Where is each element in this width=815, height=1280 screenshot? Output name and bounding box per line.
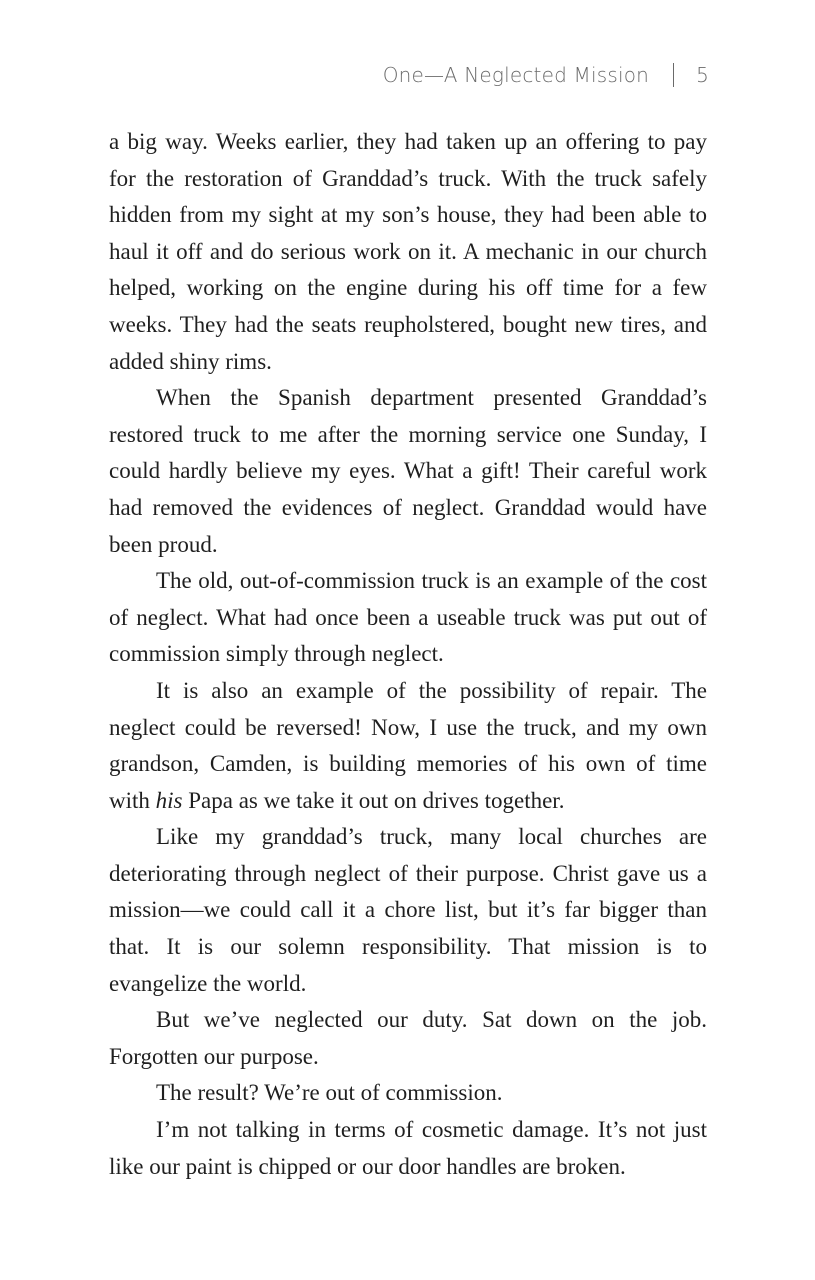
paragraph xyxy=(109,1075,707,1112)
text-segment: But we’ve neglected our duty. Sat down on the job. Forgotten our purpose. xyxy=(109,1007,707,1069)
paragraph xyxy=(109,124,707,380)
text-segment: The result? We’re out of commission. xyxy=(156,1080,503,1106)
body-text xyxy=(109,124,707,1185)
header-divider xyxy=(673,63,674,87)
text-segment: Papa as we take it out on drives together. xyxy=(182,787,565,813)
text-segment: It is also an example of the possibility of repair. The neglect could be reversed! Now, I use the truck, and my own grandson, Camden, is building memories of his own of time with xyxy=(109,677,707,813)
chapter-title: One—A Neglected Mission xyxy=(382,63,650,87)
running-header xyxy=(383,60,709,90)
text-segment: The old, out-of-commission truck is an example of the cost of neglect. What had once been a useable truck was put out of commission simply through neglect. xyxy=(109,568,707,667)
text-segment: Like my granddad’s truck, many local churches are deteriorating through neglect of their purpose. Christ gave us a mission—we could call it a chore list, but it’s far bigger than that. It is our solemn responsibility. That mission is to evangelize the world. xyxy=(109,824,707,996)
paragraph xyxy=(109,563,707,673)
page-number: 5 xyxy=(696,63,709,87)
paragraph xyxy=(109,380,707,563)
paragraph xyxy=(109,1002,707,1075)
emphasis-text: his xyxy=(155,787,183,813)
text-segment: I’m not talking in terms of cosmetic damage. It’s not just like our paint is chipped or our door handles are broken. xyxy=(109,1117,707,1179)
text-segment: When the Spanish department presented Granddad’s restored truck to me after the morning service one Sunday, I could hardly believe my eyes. What a gift! Their careful work had removed the evidences of neglect. Granddad would have been proud. xyxy=(109,385,707,557)
text-segment: a big way. Weeks earlier, they had taken up an offering to pay for the restoration of Granddad’s truck. With the truck safely hidden from my sight at my son’s house, they had been able to haul it off and do serious work on it. A mechanic in our church helped, working on the engine during his off time for a few weeks. They had the seats reupholstered, bought new tires, and added shiny rims. xyxy=(109,129,707,374)
paragraph xyxy=(109,819,707,1002)
paragraph xyxy=(109,1112,707,1185)
paragraph xyxy=(109,673,707,819)
